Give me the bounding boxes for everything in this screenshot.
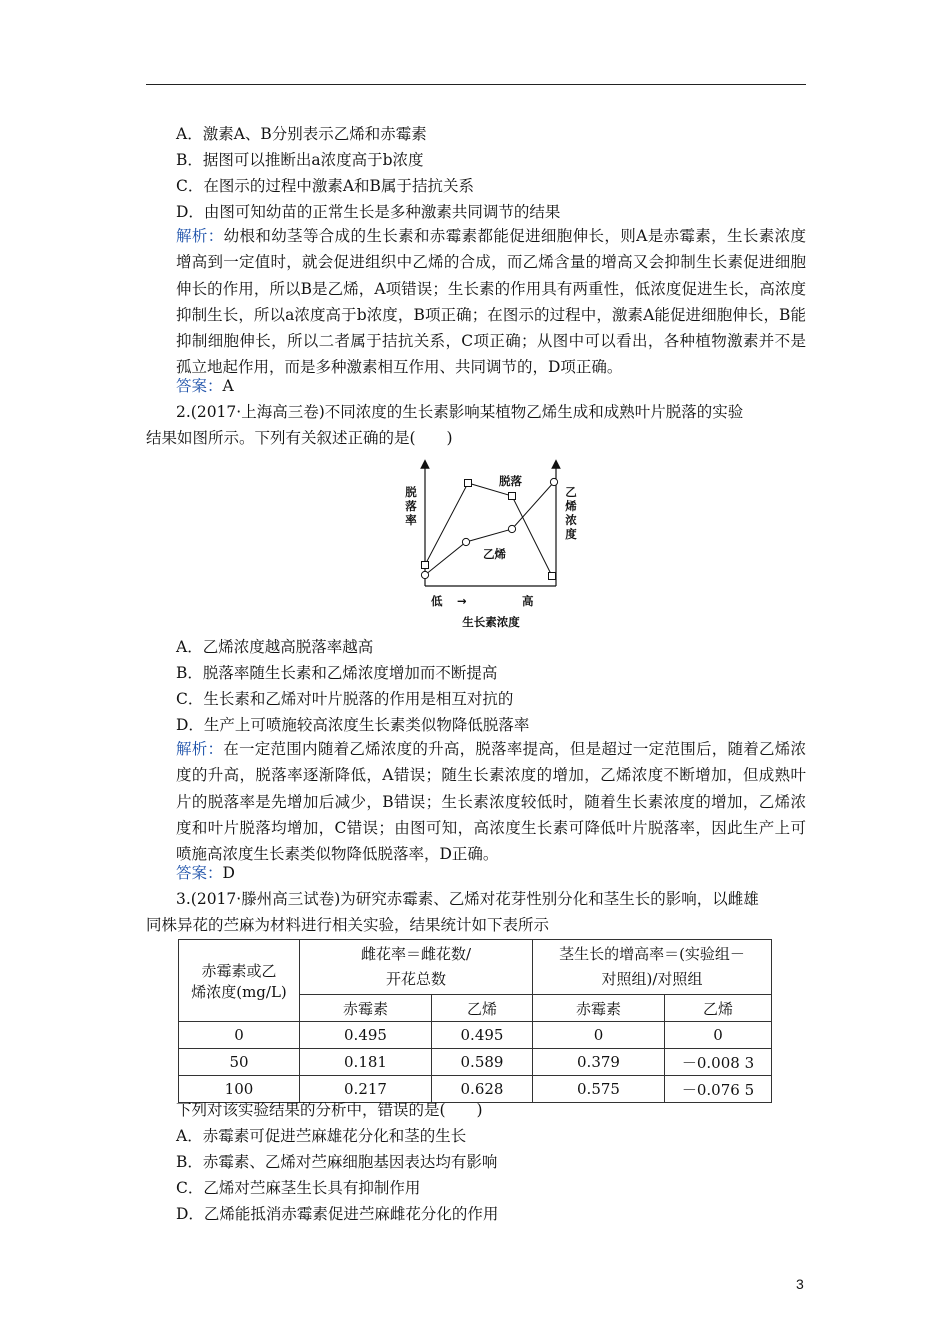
q2-option-d: D．生产上可喷施较高浓度生长素类似物降低脱落率: [176, 716, 530, 734]
group-header-stem-growth: [533, 940, 772, 995]
table-cell: －0.008 3: [665, 1049, 772, 1076]
group1-line2: 开花总数: [385, 970, 446, 988]
table-cell: 0.181: [300, 1049, 432, 1076]
table-row: [179, 1049, 772, 1076]
y-right-label-char: 浓: [565, 513, 577, 527]
q3-stem-line2: 同株异花的苎麻为材料进行相关实验，结果统计如下表所示: [146, 916, 550, 934]
table-cell: 0: [179, 1022, 300, 1049]
ethylene-point: [550, 478, 557, 485]
ethylene-point: [421, 571, 428, 578]
table-row: [179, 1022, 772, 1049]
y-left-label-char: 脱: [405, 485, 417, 499]
q2-figure-svg: [395, 458, 595, 636]
table-cell: 0.628: [432, 1076, 533, 1103]
shedding-curve: [425, 483, 552, 576]
q2-option-b: B．脱落率随生长素和乙烯浓度增加而不断提高: [176, 664, 498, 682]
group2-line1: 茎生长的增高率＝(实验组－: [559, 945, 745, 963]
q2-answer-label: 答案：: [176, 864, 223, 882]
y-left-label-char: 率: [405, 513, 417, 527]
y-right-label-char: 度: [565, 527, 577, 541]
q2-answer-value: D: [222, 864, 235, 882]
q2-option-c: C．生长素和乙烯对叶片脱落的作用是相互对抗的: [176, 690, 514, 708]
sub-header: 乙烯: [665, 995, 772, 1022]
q3-question: 下列对该实验结果的分析中，错误的是( ): [176, 1101, 483, 1119]
table-cell: 50: [179, 1049, 300, 1076]
sub-header: 赤霉素: [533, 995, 665, 1022]
q1-analysis: [176, 223, 806, 381]
shedding-point: [465, 480, 472, 487]
q1-option-d: D．由图可知幼苗的正常生长是多种激素共同调节的结果: [176, 203, 561, 221]
ethylene-point: [508, 525, 515, 532]
q3-option-d: D．乙烯能抵消赤霉素促进苎麻雌花分化的作用: [176, 1205, 499, 1223]
row-header-line2: 烯浓度(mg/L): [191, 982, 287, 1001]
table-cell: 0.495: [300, 1022, 432, 1049]
q1-answer-label: 答案：: [176, 377, 223, 395]
y-left-label: [405, 485, 417, 527]
q1-option-b: B．据图可以推断出a浓度高于b浓度: [176, 151, 424, 169]
y-left-label-char: 落: [405, 499, 417, 513]
q1-option-a: A．激素A、B分别表示乙烯和赤霉素: [176, 125, 427, 143]
table-cell: 0.589: [432, 1049, 533, 1076]
y-right-label-char: 乙: [565, 485, 577, 499]
group2-line2: 对照组)/对照组: [601, 970, 703, 988]
q1-analysis-label: 解析：: [176, 227, 224, 245]
q2-answer: [176, 862, 235, 884]
q3-option-b: B．赤霉素、乙烯对苎麻细胞基因表达均有影响: [176, 1153, 498, 1171]
q2-stem-line1: 2.(2017·上海高三卷)不同浓度的生长素影响某植物乙烯生成和成熟叶片脱落的实验: [176, 403, 744, 421]
page-number: 3: [796, 1276, 804, 1292]
q3-results-table: [178, 939, 772, 1103]
table-cell: 0: [533, 1022, 665, 1049]
shedding-point: [549, 573, 556, 580]
table-cell: 100: [179, 1076, 300, 1103]
table-cell: 0: [665, 1022, 772, 1049]
shedding-point: [422, 562, 429, 569]
q3-stem-line1: 3.(2017·滕州高三试卷)为研究赤霉素、乙烯对花芽性别分化和茎生长的影响，以雌雄: [176, 890, 759, 908]
x-arrow: →: [457, 594, 467, 608]
table-cell: 0.217: [300, 1076, 432, 1103]
q2-figure: [395, 458, 595, 636]
q1-answer: [176, 375, 234, 397]
table-cell: 0.379: [533, 1049, 665, 1076]
q2-analysis-label: 解析：: [176, 740, 224, 758]
y-right-label-char: 烯: [565, 499, 577, 513]
shedding-point: [509, 493, 516, 500]
x-low-label: 低: [431, 594, 443, 608]
q1-analysis-text: 幼根和幼茎等合成的生长素和赤霉素都能促进细胞伸长，则A是赤霉素，生长素浓度增高到一定值时，就会促进组织中乙烯的合成，而乙烯含量的增高又会抑制生长素促进细胞伸长的作用，所以B是乙烯，A项错误；生长素的作用具有两重性，低浓度促进生长，高浓度抑制生长，所以a浓度高于b浓度，B项正确；在图示的过程中，激素A能促进细胞伸长，B能抑制细胞伸长，所以二者属于拮抗关系，C项正确；从图中可以看出，各种植物激素并不是孤立地起作用，而是多种激素相互作用、共同调节的，D项正确。: [176, 227, 806, 377]
ethylene-curve-label: 乙烯: [483, 547, 506, 561]
ethylene-point: [462, 538, 469, 545]
q2-analysis: [176, 736, 806, 867]
q3-option-c: C．乙烯对苎麻茎生长具有抑制作用: [176, 1179, 421, 1197]
header-rule: [146, 84, 806, 85]
q2-stem-line2: 结果如图所示。下列有关叙述正确的是( ): [146, 429, 453, 447]
q3-option-a: A．赤霉素可促进苎麻雄花分化和茎的生长: [176, 1127, 467, 1145]
x-high-label: 高: [522, 594, 534, 608]
sub-header: 乙烯: [432, 995, 533, 1022]
q2-option-a: A．乙烯浓度越高脱落率越高: [176, 638, 374, 656]
table-cell: 0.575: [533, 1076, 665, 1103]
group-header-female-rate: [300, 940, 533, 995]
q1-option-c: C．在图示的过程中激素A和B属于拮抗关系: [176, 177, 474, 195]
q2-analysis-text: 在一定范围内随着乙烯浓度的升高，脱落率提高，但是超过一定范围后，随着乙烯浓度的升高，脱落率逐渐降低，A错误；随生长素浓度的增加，乙烯浓度不断增加，但成熟叶片的脱落率是先增加后减少，B错误；生长素浓度较低时，随着生长素浓度的增加，乙烯浓度和叶片脱落均增加，C错误；由图可知，高浓度生长素可降低叶片脱落率，因此生产上可喷施高浓度生长素类似物降低脱落率，D正确。: [176, 740, 806, 864]
sub-header: 赤霉素: [300, 995, 432, 1022]
y-right-label: [565, 485, 577, 541]
q1-answer-value: A: [222, 377, 234, 395]
group1-line1: 雌花率＝雌花数/: [360, 945, 472, 963]
table-cell: －0.076 5: [665, 1076, 772, 1103]
row-header-line1: 赤霉素或乙: [201, 961, 277, 980]
shedding-curve-label: 脱落: [499, 474, 522, 488]
x-axis-label: 生长素浓度: [462, 615, 520, 629]
table-cell: 0.495: [432, 1022, 533, 1049]
row-header-cell: [179, 940, 300, 1022]
